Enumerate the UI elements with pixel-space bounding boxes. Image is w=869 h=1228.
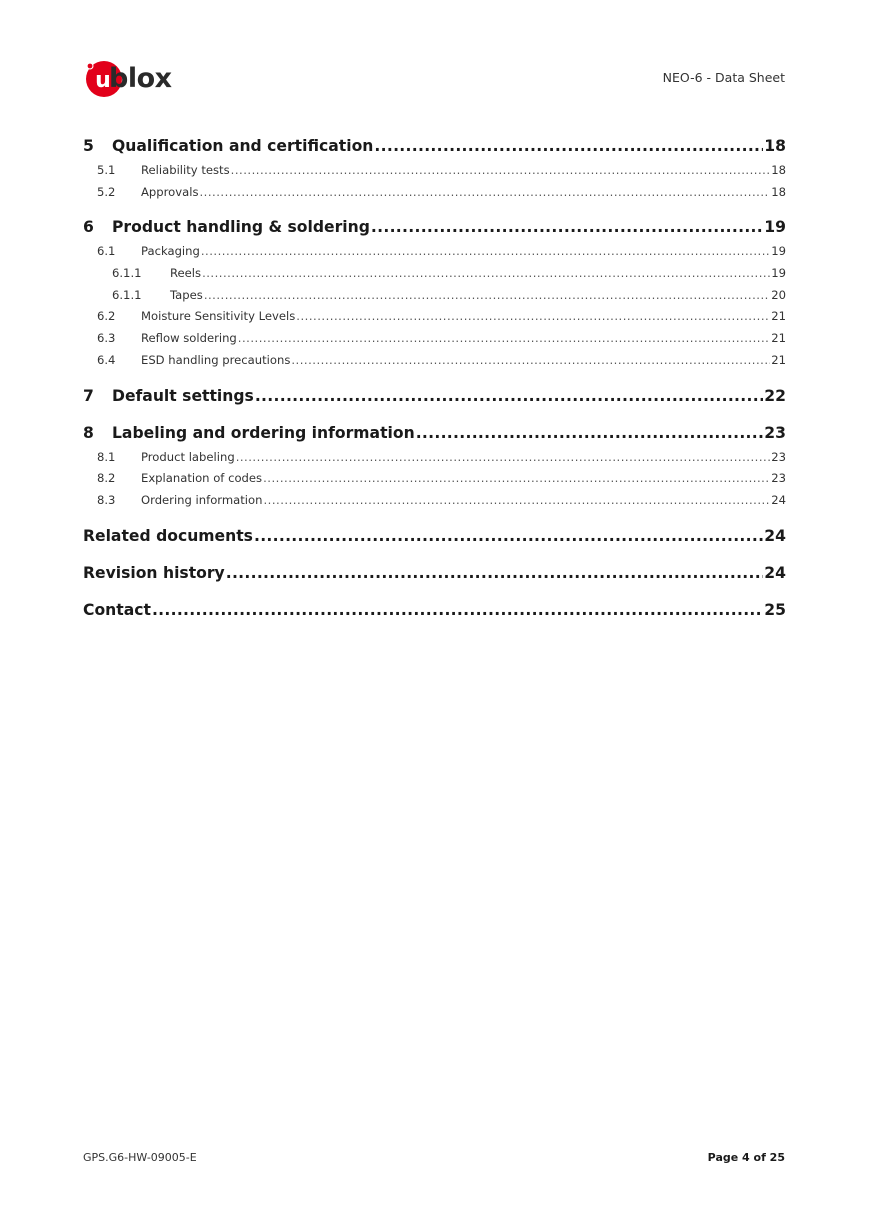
toc-entry-page: 21 <box>771 352 786 367</box>
toc-entry-page: 19 <box>771 244 786 259</box>
toc-entry[interactable] <box>83 133 786 159</box>
toc-entry[interactable] <box>83 182 786 204</box>
toc-entry[interactable] <box>83 350 786 372</box>
footer-page-number: Page 4 of 25 <box>707 1151 785 1164</box>
toc-entry-number: 8.2 <box>97 471 116 486</box>
toc-entry-page: 18 <box>764 137 786 155</box>
toc-entry[interactable] <box>83 241 786 263</box>
toc-entry-number: 5 <box>83 137 94 155</box>
toc-entry-page: 25 <box>764 600 786 619</box>
toc-entry-title: Explanation of codes <box>141 471 263 486</box>
toc-entry-page: 23 <box>764 423 786 442</box>
toc-entry-title: Qualification and certification <box>112 137 374 155</box>
toc-entry-title: Packaging <box>141 244 200 259</box>
toc-dot-leader <box>202 263 770 285</box>
toc-entry-title: Reels <box>170 266 202 281</box>
toc-entry-number: 8 <box>83 423 94 442</box>
toc-entry-title: ESD handling precautions <box>141 352 291 367</box>
toc-entry-number: 6.1.1 <box>112 266 142 281</box>
toc-entry-title: Product labeling <box>141 449 235 464</box>
toc-entry-number: 5.1 <box>97 163 116 177</box>
toc-entry[interactable] <box>83 383 786 409</box>
toc-entry-number: 6.1.1 <box>112 287 142 302</box>
toc-dot-leader <box>201 241 770 263</box>
toc-entry-number: 6.3 <box>97 331 116 346</box>
toc-entry-number: 6.1 <box>97 244 116 259</box>
toc-entry-number: 6.4 <box>97 352 116 367</box>
footer-doc-id: GPS.G6-HW-09005-E <box>83 1151 197 1164</box>
toc-entry-page: 24 <box>771 492 786 507</box>
toc-dot-leader <box>263 490 770 512</box>
toc-entry-page: 21 <box>771 331 786 346</box>
toc-dot-leader <box>371 214 763 240</box>
toc-entry-number: 8.3 <box>97 492 116 507</box>
toc-entry-title: Reliability tests <box>141 163 230 177</box>
toc-entry[interactable] <box>83 597 786 623</box>
toc-entry[interactable] <box>83 420 786 446</box>
toc-entry[interactable] <box>83 328 786 350</box>
toc-entry[interactable] <box>83 160 786 182</box>
toc-entry-page: 24 <box>764 526 786 545</box>
toc-entry-page: 20 <box>771 287 786 302</box>
toc-entry-title: Product handling & soldering <box>112 218 370 237</box>
toc-entry-page: 18 <box>771 163 786 177</box>
toc-entry-title: Revision history <box>83 563 225 582</box>
toc-dot-leader <box>238 328 770 350</box>
toc-entry-title: Labeling and ordering information <box>112 423 415 442</box>
toc-dot-leader <box>152 597 763 623</box>
toc-entry-page: 24 <box>764 563 786 582</box>
toc-dot-leader <box>296 306 770 328</box>
logo-circle-letter: u <box>95 68 111 93</box>
toc-entry-title: Contact <box>83 600 151 619</box>
toc-entry-title: Approvals <box>141 184 199 199</box>
toc-entry-page: 18 <box>771 184 786 199</box>
toc-dot-leader <box>263 468 770 490</box>
toc-dot-leader <box>236 447 771 469</box>
toc-entry-page: 19 <box>771 266 786 281</box>
toc-entry[interactable] <box>83 468 786 490</box>
toc-entry[interactable] <box>83 214 786 240</box>
toc-entry-title: Moisture Sensitivity Levels <box>141 309 296 324</box>
toc-entry[interactable] <box>83 447 786 469</box>
toc-entry-number: 6 <box>83 218 94 237</box>
toc-dot-leader <box>291 350 770 372</box>
toc-entry-title: Tapes <box>170 287 203 302</box>
toc-entry-page: 22 <box>764 386 786 405</box>
toc-entry[interactable] <box>83 490 786 512</box>
logo-text: blox <box>109 63 172 94</box>
toc-entry-page: 19 <box>764 218 786 237</box>
toc-entry-number: 5.2 <box>97 184 116 199</box>
toc-entry[interactable] <box>83 523 786 549</box>
toc-entry-page: 21 <box>771 309 786 324</box>
toc-entry-title: Default settings <box>112 386 254 405</box>
toc-entry[interactable] <box>83 285 786 307</box>
toc-entry[interactable] <box>83 560 786 586</box>
document-title: NEO-6 - Data Sheet <box>662 70 785 85</box>
toc-dot-leader <box>199 182 770 204</box>
toc-dot-leader <box>226 560 764 586</box>
toc-entry-number: 6.2 <box>97 309 116 324</box>
toc-dot-leader <box>254 523 763 549</box>
toc-dot-leader <box>374 133 763 159</box>
toc-dot-leader <box>204 285 770 307</box>
toc-dot-leader <box>231 160 771 182</box>
toc-entry-page: 23 <box>771 471 786 486</box>
ublox-logo <box>82 57 202 101</box>
toc-entry-page: 23 <box>771 449 786 464</box>
toc-dot-leader <box>255 383 763 409</box>
table-of-contents <box>83 133 786 624</box>
toc-entry-title: Related documents <box>83 526 253 545</box>
toc-dot-leader <box>416 420 764 446</box>
toc-entry[interactable] <box>83 263 786 285</box>
toc-entry[interactable] <box>83 306 786 328</box>
toc-entry-title: Ordering information <box>141 492 263 507</box>
toc-entry-number: 7 <box>83 386 94 405</box>
toc-entry-title: Reflow soldering <box>141 331 237 346</box>
toc-entry-number: 8.1 <box>97 449 116 464</box>
